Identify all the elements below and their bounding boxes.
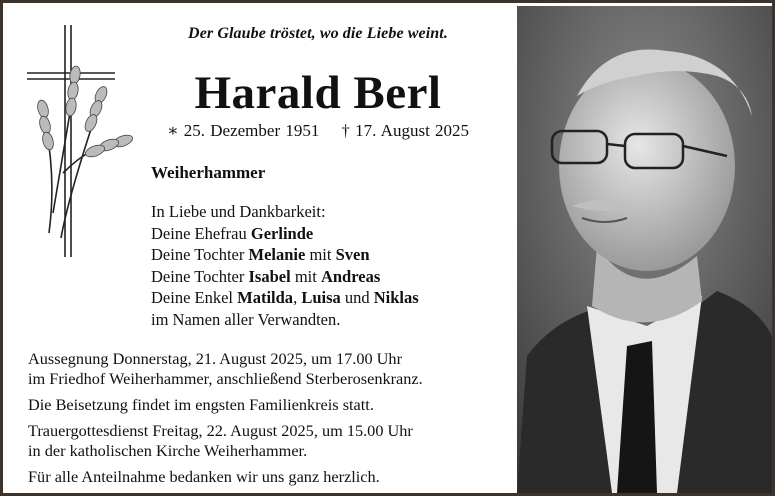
- mourner-lines: [151, 223, 419, 309]
- mourner-name: Niklas: [373, 288, 419, 307]
- mourner-name: Matilda: [237, 288, 294, 307]
- mourners-list: [151, 201, 419, 330]
- ceremony-line: im Friedhof Weiherhammer, anschließend Sterberosenkranz.: [28, 369, 423, 388]
- mourner-line: [151, 223, 419, 245]
- mourner-text: Deine Tochter: [151, 266, 249, 286]
- mourners-intro: In Liebe und Dankbarkeit:: [151, 202, 326, 221]
- mourners-closing: im Namen aller Verwandten.: [151, 309, 341, 329]
- cross-with-wheat-icon: [23, 23, 143, 263]
- mourner-line: [151, 266, 419, 288]
- life-dates: [153, 121, 483, 141]
- mourner-text: mit: [305, 245, 336, 264]
- mourner-line: [151, 244, 419, 266]
- birth-date: ∗ 25. Dezember 1951: [166, 121, 320, 140]
- residence: Weiherhammer: [151, 163, 266, 182]
- mourner-text: Deine Enkel: [151, 288, 238, 307]
- motto: Der Glaube tröstet, wo die Liebe weint.: [188, 25, 448, 42]
- ceremony-line: Aussegnung Donnerstag, 21. August 2025, um 17.00 Uhr: [28, 349, 402, 368]
- mourner-text: und: [340, 288, 374, 307]
- mourner-name: Isabel: [248, 266, 291, 286]
- mourner-text: mit: [290, 266, 321, 286]
- thanks-line: Für alle Anteilnahme bedanken wir uns ganz herzlich.: [28, 467, 380, 486]
- burial-info: Die Beisetzung findet im engsten Familienkreis statt.: [28, 395, 374, 414]
- portrait-photo: [517, 6, 772, 493]
- mourner-text: Deine Tochter: [151, 245, 249, 264]
- death-date: † 17. August 2025: [341, 121, 470, 140]
- service-line: in der katholischen Kirche Weiherhammer.: [28, 441, 308, 460]
- mourner-name: Luisa: [301, 288, 341, 307]
- mourner-line: [151, 287, 419, 309]
- service-info: [28, 343, 423, 493]
- mourner-name: Sven: [335, 245, 370, 264]
- mourner-text: ,: [293, 288, 302, 307]
- mourner-name: Andreas: [320, 266, 381, 286]
- mourner-text: Deine Ehefrau: [151, 223, 251, 243]
- mourner-name: Gerlinde: [250, 223, 314, 243]
- deceased-name: Harald Berl: [194, 67, 442, 119]
- service-line: Trauergottesdienst Freitag, 22. August 2025, um 15.00 Uhr: [28, 421, 413, 440]
- mourner-name: Melanie: [248, 245, 306, 264]
